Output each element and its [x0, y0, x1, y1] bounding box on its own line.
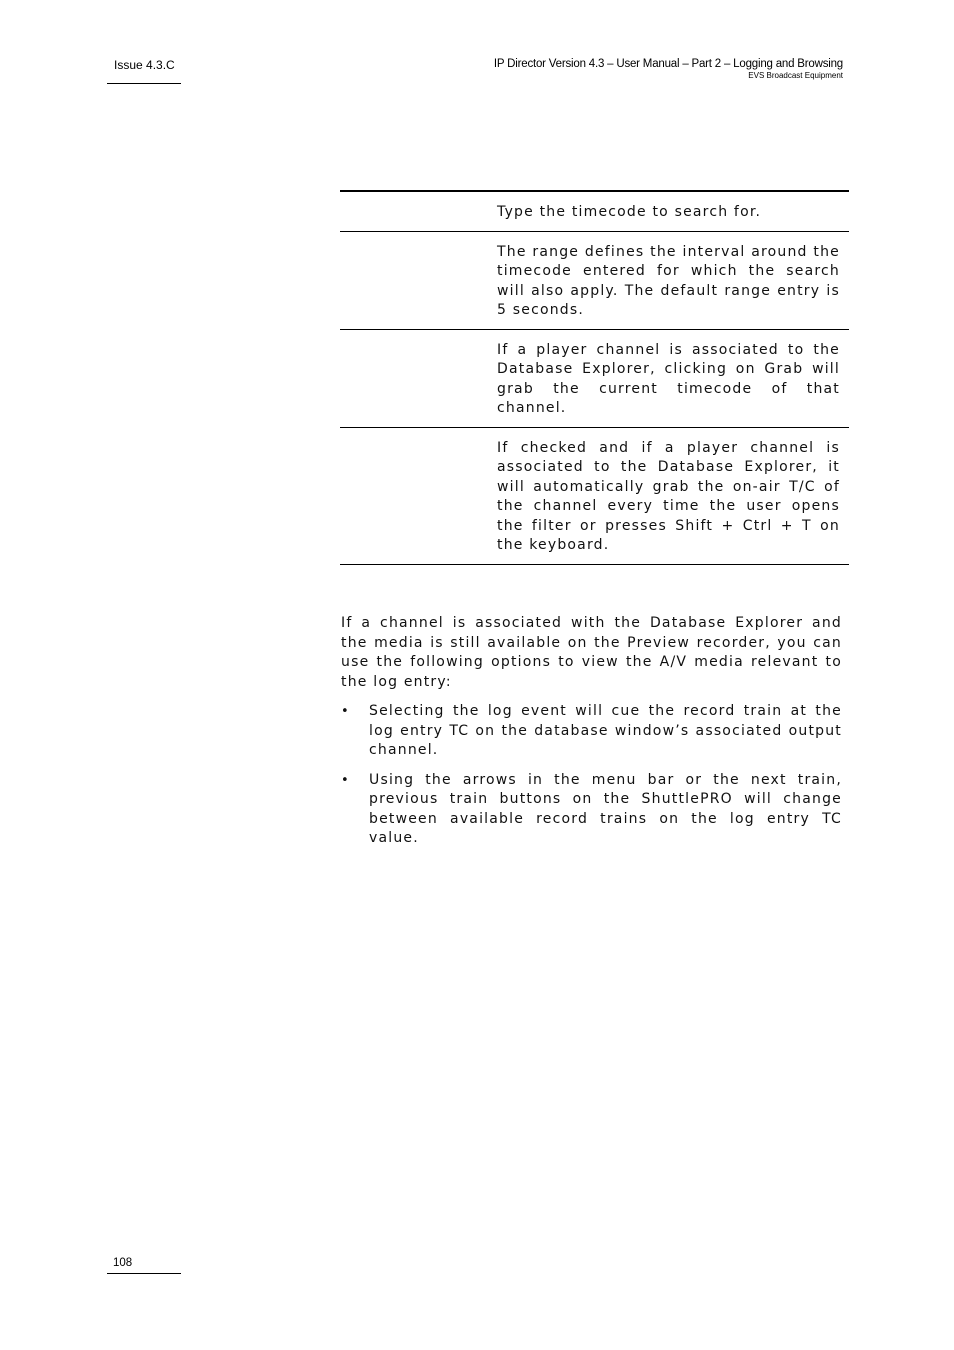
field-name-cell [340, 428, 497, 564]
field-description-table [340, 190, 849, 565]
table-row [340, 330, 849, 428]
table-row [340, 428, 849, 565]
field-name-cell [340, 192, 497, 231]
document-title: IP Director Version 4.3 – User Manual – Part 2 – Logging and Browsing [493, 58, 843, 70]
media-viewing-section [341, 614, 842, 859]
field-name-cell [340, 232, 497, 329]
company-name: EVS Broadcast Equipment [748, 71, 843, 80]
field-description-cell: Type the timecode to search for. [497, 204, 762, 220]
list-item-text: Selecting the log event will cue the record train at the log entry TC on the database window’s associated output channel. [369, 703, 842, 758]
issue-label: Issue 4.3.C [114, 58, 175, 72]
field-name-cell [340, 330, 497, 427]
header-issue-block [107, 56, 181, 84]
list-item-text: Using the arrows in the menu bar or the next train, previous train buttons on the ShuttlePRO will change between available record trains on the log entry TC value. [369, 771, 842, 846]
table-row [340, 192, 849, 232]
bullet-icon: • [341, 772, 350, 788]
options-list [341, 702, 842, 849]
list-item [341, 702, 842, 761]
page-number: 108 [113, 1257, 133, 1269]
footer-page-block [107, 1254, 181, 1274]
intro-paragraph: If a channel is associated with the Database Explorer and the media is still available on the Preview recorder, you can use the following options to view the A/V media relevant to the log entry: [341, 615, 842, 690]
table-row [340, 232, 849, 330]
list-item [341, 771, 842, 849]
field-description-cell: The range defines the interval around the timecode entered for which the search will also apply. The default range entry is 5 seconds. [497, 243, 840, 318]
field-description-cell: If checked and if a player channel is associated to the Database Explorer, it will automatically grab the on-air T/C of the channel every time the user opens the filter or presses Shift + Ctrl + T on the keyboard. [497, 439, 840, 553]
header-title-block [494, 57, 843, 81]
field-description-cell: If a player channel is associated to the Database Explorer, clicking on Grab will grab the current timecode of that channel. [497, 341, 840, 416]
bullet-icon: • [341, 704, 350, 719]
